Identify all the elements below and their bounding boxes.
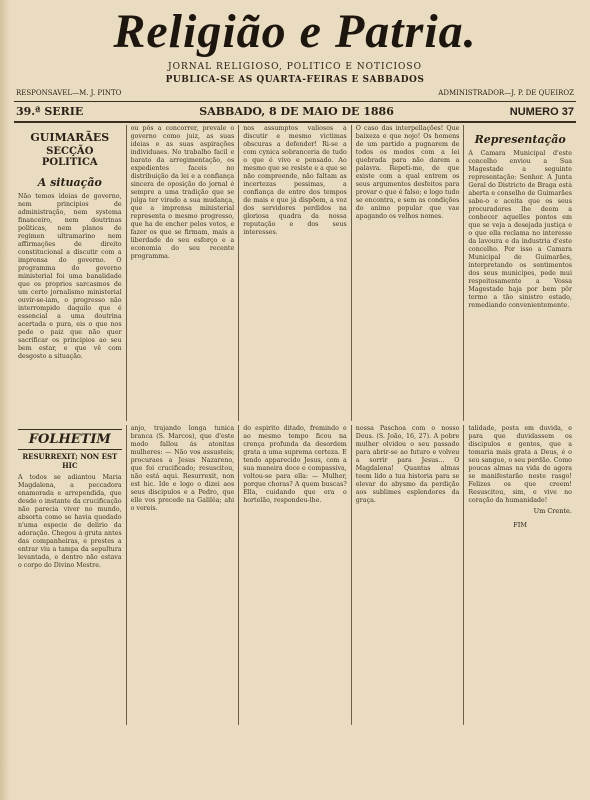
masthead-subtitle: JORNAL RELIGIOSO, POLITICO E NOTICIOSO: [168, 62, 422, 72]
representacao-title: Representação: [474, 133, 566, 146]
dateline-date: SABBADO, 8 DE MAIO DE 1886: [199, 105, 394, 118]
folhetim-text: anjo, trajando longa tunica branca (S. Marcos), que d'este modo fallou ás atonitas mulheres: — Não vos assusteis; procuraes a Jesus Nazareno, que foi crucificado; resuscitou, não está aqui. Resurrexit, non est hic. Ide e logo o dizei aos seus discipulos e a Pedro, que elle vos precede na Galilêa; ahi o vereis.: [130, 425, 235, 512]
folhetim-text: A todos se adiantou Maria Magdalena, a peccadora enamorada e arrependida, que desde o instante da crucificação não parecia viver no mundo, absorta como se havia quedado n'uma especie de delirio da adoração. Chegou á gruta antes das companheiras, e prestes a entrar viu a tampa da sepultura levantada, e dentro não estava o corpo do Divino Mestre.: [18, 474, 122, 569]
folhetim-column-4: [352, 425, 465, 725]
masthead-editor: RESPONSAVEL—M. J. PINTO: [16, 89, 122, 97]
column-3: [239, 125, 352, 421]
dateline-serie: 39.ª SERIE: [16, 105, 84, 118]
column-text: O caso das interpellações! Que baixeza e que nojo! Os homens de um partido a pugnarem de todos os modos com a lei quebrada para não darem a palavra. Repeti-me, de que existe com a qual entrem os seus argumentos desfeitos para provar o que é falso; e logo tudo se encontra, e sem as condições do animo popular que vae apagando os velhos nomes.: [355, 125, 460, 220]
column-text: nos assumptos valiosos a discutir e mesmo victimas obscuras a defender! Ri-se a com cynica sobranceria de tudo o que é vivo e pensado. Ao mesmo que se resiste e a que se não compreende, não faltam as incertezas pessimas, a confiança de entre dos tempos de mais e que já dispõem, a voz dos servidores perdidos na gloriosa quadra da nossa reputação e dos seus interesses.: [243, 125, 347, 236]
folhetim-text: do espirito ditado, fremindo e ao mesmo tempo ficou na crença profunda da desordem grata a uma suprema certeza. E tendo apparecido Jesus, com a sua maneira doce e compassiva, voltou-se para ella: — Mulher, porque choras? A quem buscas? Ella, cuidando que era o hortelão, respondeu-lhe.: [243, 425, 347, 504]
article-text: Não temos ideias de governo, nem principios de administração, nem systema financeiro, nem doutrinas politicas, nem planos de regimen ultramarino nem affirmações de direito constitucional a discutir com a imprensa do governo. O programma do governo ministerial foi uma banalidade que os proprios sarcasmos de um certo jornalismo ministerial ouvir-se-iam, o progresso não interrompido daquilo que é essencial a uma doutrina acertada e pura, eis o que nos pede o paiz que não quer sacrificar os principios ao seu bem estar, e que vê com desgosto a situação.: [18, 193, 122, 360]
dateline: [14, 102, 576, 121]
folhetim-column-1: [14, 425, 127, 725]
folhetim-signature: Um Crente.: [533, 507, 572, 515]
column-4: [352, 125, 465, 421]
upper-columns: [14, 125, 576, 421]
section-name: SECÇÃO POLITICA: [41, 146, 98, 168]
dateline-rule: [14, 121, 576, 123]
dateline-number: NUMERO 37: [509, 105, 574, 118]
folhetim-subtitle: RESURREXIT; NON EST HIC: [22, 452, 118, 470]
folhetim-text: talidade, posta em duvida, e para que duvidassem os discipulos e gentes, que a tomaria mais grata a Deus, é o seu sangue, o seu perdão. Como poucas almas na vida de agora se manifestarão neste rasgo! Felizes os que creem! Resuscitou, sim, e vive no coração da humanidade!: [468, 425, 572, 504]
folhetim-column-3: [239, 425, 352, 725]
column-2: [127, 125, 240, 421]
masthead-staff: [14, 89, 576, 97]
masthead-title: Religião e Patria.: [113, 5, 477, 58]
folhetim-section: [14, 425, 576, 725]
column-5: [464, 125, 576, 421]
folhetim-column-5: [464, 425, 576, 725]
article-title: A situação: [37, 176, 102, 189]
folhetim-title: FOLHETIM: [18, 429, 122, 450]
column-1: [14, 125, 127, 421]
folhetim-column-2: [127, 425, 240, 725]
folhetim-end: FIM: [513, 521, 528, 529]
representacao-text: A Camara Municipal d'este concelho enviou a Sua Magestade a seguinte representação: Senhor. A Junta Geral do Districto de Braga está aberta e conselho de Guimarães sabe-o e aceita que os seus procuradores lhe deem a conhecer aquelles pontos em que se veja a desejada justiça e o que ella reclama no interesse da lavoura e da industria d'este concelho. Por isso a Camara Municipal de Guimarães, interpretando os sentimentos dos seus municipes, pede mui respeitosamente a Vossa Magestade haja por bem pôr termo a tão sinistro estado, remediando convenientemente.: [468, 150, 572, 309]
masthead-administrator: ADMINISTRADOR—J. P. DE QUEIROZ: [438, 89, 574, 97]
column-text: ou pôs a concorrer, prevale o governo como juiz, as suas ideias e as suas aspirações individuaes. No trabalho facil e barato da arregimentação, os expedientes faceis no distribuição da lei e a confiança sincera de oposição do jornal é sempre a uma tradição que se julga ter virado a sua mudança, que a imprensa ministerial representa o mesmo progresso, que ha de encher pelos votos, e fazer os que se firmam, mais a liberdade do seu esforço e a economia do seu recente programma.: [130, 125, 235, 260]
masthead-publication: PUBLICA-SE AS QUARTA-FEIRAS E SABBADOS: [165, 75, 425, 85]
section-place: GUIMARÃES: [30, 131, 110, 144]
folhetim-text: nossa Paschoa com o nosso Deus. (S. João, 16, 27). A pobre mulher olvidou o seu passado para abrir-se ao futuro e volveu a sorrir para Jesus... O Magdalena! Quantas almas teem lido a tua historia para se elevar do abysmo da perdição aos sublimes esplendores da graça.: [355, 425, 460, 504]
page-edge: [0, 0, 10, 800]
